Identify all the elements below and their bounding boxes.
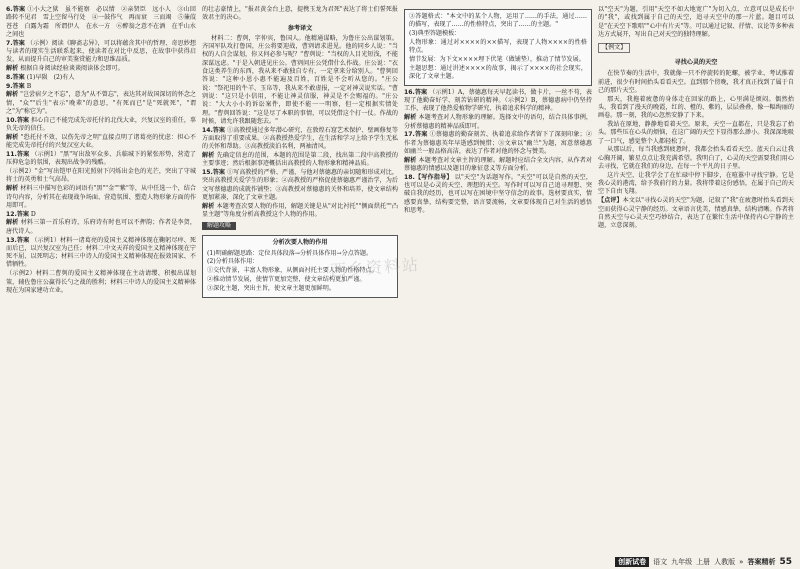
- answer-item: [6, 40, 196, 65]
- answer-item: [202, 203, 398, 220]
- answer-item: [202, 169, 398, 202]
- answer-number: 14.答案: [202, 126, 226, 134]
- answer-item: [202, 152, 398, 169]
- footer-edition: 人教版: [714, 558, 736, 566]
- answer-number: 解析: [404, 156, 417, 164]
- answer-item: [202, 127, 398, 152]
- template-line: (3)典型答题模板：: [409, 30, 461, 38]
- template-line: 情节发展：为下文××××埋下伏笔（做铺垫），推动了情节发展。: [409, 55, 585, 63]
- brand-logo: 创新试卷: [615, 557, 649, 567]
- answer-item: [6, 83, 196, 91]
- review-label: 【点评】: [598, 197, 623, 205]
- answer-text: (1)早陨 (2)有人: [26, 73, 75, 81]
- strategy-tag: 解题攻略: [202, 222, 236, 230]
- answer-text: 担心自己不能完成先帝托付的北伐大业，兴复汉室的重任，辜负先帝的信任。: [6, 116, 197, 133]
- answer-item: [6, 91, 196, 116]
- answer-item: [6, 151, 196, 168]
- column-1: [6, 6, 196, 296]
- essay-title: 寻找心灵的天空: [674, 58, 718, 66]
- answer-text: （示例1）材料一诸葛亮的爱国主义精神体现在鞠躬尽瘁、死而后已，以兴复汉室为己任；材料二中文天祥的爱国主义精神体现在宁死不屈、以死明志；材料三中诗人的爱国主义精神体现在报效国家、不惜牺牲。: [6, 236, 196, 269]
- column-4: [598, 6, 794, 231]
- template-line: 人物形象：通过对××××的××描写，表现了人物××××的性格特点。: [409, 38, 587, 55]
- answer-text: 先确定信息的范围，本题的范围是第二段，找出第二段中高教授的主要事迹；然后根据事迹概括出高教授的人物形象和精神品质。: [202, 152, 399, 168]
- strategy-line: ③深化主题，突出主旨，使文章主题更加鲜明。: [207, 284, 335, 292]
- essay-paragraph: 在快节奏的生活中，我就像一只不停旋转的陀螺，被学业、考试推着前进，很少有时间抬头看看天空。直到那个傍晚，我才真正找到了属于自己的那片天空。: [598, 70, 794, 94]
- answer-text: ①高教授通过多年潜心研究，在敦煌石窟艺术保护、壁画修复等方面取得了重要成果。②高教授热爱学生，在生活和学习上给予学生无私的关怀和帮助。③高教授淡泊名利，两袖清风。: [202, 126, 399, 151]
- answer-number: 15.答案: [202, 169, 226, 177]
- answer-number: 13.答案: [6, 236, 30, 244]
- answer-number: 8.答案: [6, 73, 25, 81]
- answer-text: （示例1）A，蔡德惠每天早起读书，做卡片，一丝不苟，表现了他勤奋好学、刻苦钻研的精神。（示例2）B，蔡德惠病中仍坚持工作，表现了他热爱植物学研究、执着追求科学的精神。: [404, 88, 593, 113]
- answer-text: 本题考查对人物形象的理解。选择文中的语句，结合具体事例，分析蔡德惠的精神品质即可。: [404, 114, 593, 130]
- answer-item: [404, 174, 592, 215]
- essay-paragraph: 这片天空，让我学会了在忙碌中停下脚步，在喧嚣中寻找宁静。它是我心灵的港湾，给予我前行的力量。我将带着这份感悟，在属于自己的天空下自由飞翔。: [598, 171, 794, 196]
- footer-subject: 语文: [653, 558, 668, 566]
- template-box: [404, 9, 592, 86]
- answer-text: 材料三第一首乐府诗，乐府诗有时也可以不押韵；作者是李贺，唐代诗人。: [6, 219, 197, 235]
- answer-text: "岂尝宿夕之不忘"，意为"从不曾忘"，表达其对故国深切的怀念之情，"众""后生"表示"晚辈"的意思，"有死而已"是"死就死"，"谓之"为"称它为"。: [6, 91, 197, 116]
- answer-number: 解析: [202, 202, 215, 210]
- footer-grade: 九年级: [671, 558, 693, 566]
- answer-number: 解析: [6, 219, 19, 227]
- answer-number: 18.【写作指导】: [404, 173, 453, 181]
- answer-text: "恐托付不效，以伤先帝之明"直接点明了诸葛亮的忧虑：担心不能完成先帝托付的兴复汉室大业。: [6, 133, 197, 150]
- column-3: [404, 6, 592, 216]
- answer-number: 17.答案: [404, 131, 428, 139]
- answer-item: [404, 157, 592, 174]
- template-line: 主题思想：通过讲述××××的故事，揭示了××××的社会现实，深化了文章主题。: [409, 64, 587, 81]
- answer-text: D: [30, 210, 36, 218]
- answer-text: ①写高教授的严格、严谨，与他对蔡德惠的亲切随和形成对比，突出高教授关爱学生的形象；②高教授的严格促使蔡德惠严谨治学，为后文写蔡德惠的成就作铺垫；③高教授对蔡德惠的关怀和培养，使文章结构更加紧凑，深化了文章主题。: [202, 169, 399, 202]
- template-line: ③答题格式："本文中的某个人物，运用了……的手法，通过……的描写，表现了……的性格特点，突出了……的主题。": [409, 13, 587, 29]
- answer-text: 根据自身阅读经验谈谈阅读体会即可。: [20, 65, 124, 73]
- answer-item: [6, 270, 196, 295]
- essay-paragraph: 我站在原地，静静地看着天空。原来，天空一直都在，只是我忘了抬头。那些压在心头的烦恼，在这广阔的天空下显得那么渺小。我深深地吸了一口气，感觉整个人都轻松了。: [598, 121, 794, 145]
- answer-item: [6, 211, 196, 219]
- answer-text: ①小大之狱 虽不能察 必以情 ②亲贤臣 远小人 ③山回路转不见君 雪上空留马行处 ④一鼓作气 再而衰 三而竭 ⑤蒹葭苍苍 白露为霜 所谓伊人 在水一方 ⑥醉翁之意不在酒 在乎山水之间也: [6, 6, 197, 38]
- answer-item: [404, 114, 592, 131]
- answer-text: （示例2）"金"写出铠甲在阳光照射下闪烁出金色的光芒，突出了守城将士的英勇和士气高昂。: [6, 168, 196, 184]
- answer-number: 解析: [6, 91, 19, 99]
- answer-number: 解析: [6, 65, 19, 73]
- answer-item: [6, 185, 196, 210]
- page-footer: [615, 557, 792, 567]
- answer-text: 材料三中描写色彩的词语有"黑""金""紫"等，从中任选一个，结合诗句内容，分析其在表现战争场面、营造氛围、塑造人物形象方面的作用即可。: [6, 185, 197, 209]
- footer-volume: 上册: [696, 558, 711, 566]
- footer-label: 答案精析: [747, 558, 776, 566]
- answer-list: [404, 89, 592, 215]
- answer-number: 解析: [202, 152, 215, 160]
- answer-number: 12.答案: [6, 210, 29, 218]
- essay-body: [598, 70, 794, 196]
- answer-text: 以"天空"为话题写作。"天空"可以是自然的天空，也可以是心灵的天空、理想的天空。写作时可以写自己追寻理想、突破自我的经历，也可以写在困境中坚守信念的故事。选材要真实，情感要真挚，结构要完整，语言要流畅，文章要体现自己对生活的感悟和思考。: [404, 173, 592, 215]
- answer-item: [6, 74, 196, 82]
- arrow-icon: »: [739, 558, 744, 566]
- answer-item: [6, 117, 196, 134]
- answer-text: （示例）阅读《聊斋志异》，可以将蕴含其中的哲理、奇思妙想与读者的现实生活联系起来，使读者在对比中反思，在故事中获得启发，从而提升自己的审美鉴赏能力和思维品质。: [6, 39, 197, 64]
- page-number: 55: [779, 557, 792, 567]
- answer-item: [404, 89, 592, 114]
- answer-item: [6, 134, 196, 151]
- answer-text: 本题考查对文章主旨的理解。解题时应结合全文内容，从作者对蔡德惠的情感以及题目的象征意义等方面分析。: [404, 156, 593, 173]
- answer-item: [404, 131, 592, 156]
- watermark: 西乡资料站: [329, 254, 421, 281]
- answer-item: [6, 65, 196, 73]
- reference-translation-text: 材料二：曹刿，字仲宾，鲁国人。他精通谋略，为鲁庄公出谋划策。齐国军队攻打鲁国，庄公将要迎战，曹刿请求进见。他的同乡人说："当权的人自会谋划，你又何必参与呢？"曹刿说："当权的人目光短浅，不能深谋远虑。"于是入朝进见庄公。曹刿问庄公凭借什么作战。庄公说："衣食这类养生的东西，我从来不敢独自专有，一定拿来分给别人。"曹刿回答说："这种小恩小惠不能遍及百姓，百姓是不会听从您的。"庄公说："祭祀用的牛羊、玉帛等，我从来不敢虚报，一定对神灵说实话。"曹刿说："这只是小信用，不能让神灵信服，神灵是不会赐福的。"庄公说："大大小小的诉讼案件，即使不能一一明察，但一定根据实情处理。"曹刿回答说："这是尽了本职的事情，可以凭借这个打一仗。作战的时候，请允许我跟随您去。": [202, 34, 398, 125]
- review-text: 本文以"寻找心灵的天空"为题，记叙了"我"在疲惫时抬头看到天空而获得心灵宁静的经历。文章语言优美，情感真挚，结构清晰。作者将自然天空与心灵天空巧妙结合，表达了在繁忙生活中保持内心宁静的主题，立意深刻。: [598, 197, 795, 230]
- answer-text: 本题考查次要人物的作用，解题关键是从"对比衬托""侧面烘托""凸显主题"等角度分析高教授这个人物的作用。: [202, 202, 399, 219]
- answer-text: （示例1）"黑"写出敌军众多、兵临城下的紧张形势，营造了压抑危急的氛围，表现出战争的残酷。: [6, 151, 197, 167]
- sample-essay-tag: 【例文】: [598, 43, 630, 53]
- answer-number: 9.答案: [6, 82, 25, 90]
- answer-number: 解析: [6, 133, 19, 141]
- answer-number: 16.答案: [404, 88, 428, 96]
- strategy-box-title: 分析次要人物的作用: [272, 239, 328, 247]
- strategy-line: (2)分析具体作用：: [207, 258, 259, 266]
- paragraph: 以"空天"为题，引用"天空不如大地宽广"为切入点，立意可以是成长中的"我"，或找到属于自己的天空，追寻天空中的那一片蓝。题目可以是"在天空下歌唱""心中有片天"等。可以通过记叙、抒情、议论等多种表达方式展开，写出自己对天空的独特理解。: [598, 6, 794, 38]
- answer-text: （示例2）材料二曹刿的爱国主义精神体现在主动请缨、积极出谋划策，辅佐鲁庄公赢得长勺之战的胜利；材料三中诗人的爱国主义精神体现在为国家建功立业。: [6, 270, 196, 294]
- answer-number: 11.答案: [6, 151, 30, 159]
- answer-number: 6.答案: [6, 6, 26, 13]
- answer-item: [6, 6, 196, 39]
- answer-number: 7.答案: [6, 39, 25, 47]
- reference-translation-heading: 参考译文: [287, 24, 313, 32]
- strategy-line: ②推动情节发展，使情节更加完整，使文章结构更加严谨。: [207, 275, 366, 283]
- answer-number: 解析: [404, 114, 417, 122]
- answer-list: [202, 127, 398, 220]
- answer-item: [6, 168, 196, 185]
- paragraph: 的壮志豪情上，"报君黄金台上意，提携玉龙为君死"表达了将士们誓死报效君主的决心。: [202, 6, 398, 22]
- essay-paragraph: 从那以后，每当我感到疲惫时，我都会抬头看看天空。蓝天白云让我心胸开阔，繁星点点让我充满希望。我明白了，心灵的天空需要我们用心去寻找，它就在我们的身边，在每一个平凡的日子里。: [598, 146, 794, 171]
- answer-number: 解析: [6, 185, 19, 193]
- answer-number: 10.答案: [6, 116, 30, 124]
- essay-paragraph: 那天，我拖着疲惫的身体走在回家的路上，心里满是烦闷。偶然抬头，我看到了漫天的晚霞，红的、橙的、紫的，层层叠叠，像一幅绚丽的画卷。那一刻，我的心忽然安静了下来。: [598, 95, 794, 120]
- answer-text: B: [26, 82, 32, 90]
- strategy-line: (1)明确解题思路：定位具体段落→分析具体作用→分点答题。: [207, 249, 373, 257]
- answer-item: [6, 237, 196, 270]
- answer-text: ①蔡德惠的勤奋刻苦、执着追求给作者留下了深刻印象；②作者为蔡德惠英年早逝感到惋惜；③文章以"幽兰"为题，寓意蔡德惠如幽兰一般品格高洁，表达了作者对他的怀念与赞美。: [404, 131, 593, 155]
- answer-item: [6, 219, 196, 236]
- strategy-line: ①交代背景，丰富人物形象，从侧面衬托主要人物的性格特点。: [207, 267, 378, 275]
